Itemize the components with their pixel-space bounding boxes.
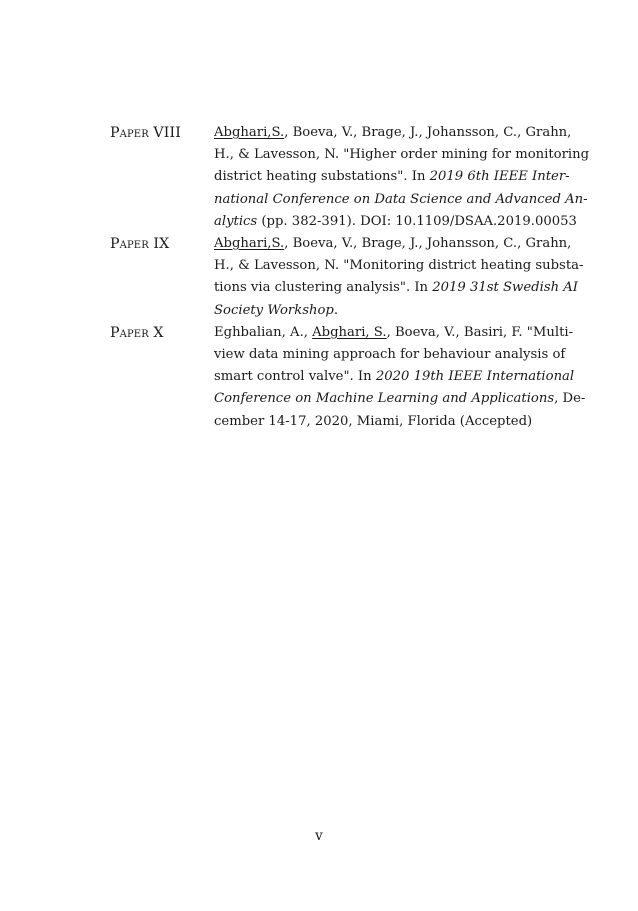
paper-label: Paper IX xyxy=(110,236,170,253)
citation-line xyxy=(214,211,577,233)
citation-text: , Boeva, V., Brage, J., Johansson, C., Grahn, xyxy=(284,125,572,140)
citation-text: , Boeva, V., Basiri, F. "Multi- xyxy=(386,324,574,340)
citation-text: tions via clustering analysis". In xyxy=(214,280,433,296)
paper-citation xyxy=(214,122,590,233)
citation-line xyxy=(214,255,584,277)
paper-citation xyxy=(214,233,584,322)
venue-text: national Conference on Data Science and Advanced An- xyxy=(214,191,588,207)
citation-line xyxy=(214,411,555,433)
paper-label: Paper VIII xyxy=(110,125,181,141)
citation-line xyxy=(214,166,570,188)
citation-text: . xyxy=(333,302,339,318)
citation-text: (pp. 382-391). DOI: 10.1109/DSAA.2019.00053 xyxy=(257,213,577,229)
citation-text: Eghbalian, A., xyxy=(214,324,313,340)
citation-text: , Boeva, V., Brage, J., Johansson, C., Grahn, xyxy=(284,236,572,252)
citation-line xyxy=(214,277,578,299)
paper-label: Paper X xyxy=(110,324,164,341)
citation-line xyxy=(214,122,572,144)
venue-text: alytics xyxy=(214,213,258,229)
page-number: v xyxy=(315,828,323,844)
citation-line xyxy=(214,189,588,211)
citation-text: district heating substations". In xyxy=(214,169,430,185)
citation-line xyxy=(214,322,574,344)
citation-line xyxy=(214,366,575,388)
citation-line xyxy=(214,233,572,255)
citation-text: H., & Lavesson, N. "Monitoring district heating substa- xyxy=(214,258,584,274)
paper-citation xyxy=(214,322,586,433)
citation-line xyxy=(214,344,566,366)
citation-text: view data mining approach for behaviour analysis of xyxy=(214,347,566,363)
author-highlight: Abghari,S. xyxy=(214,125,285,140)
citation-text: smart control valve". In xyxy=(214,369,376,385)
venue-text: 2020 19th IEEE International xyxy=(375,369,575,385)
citation-line xyxy=(214,300,555,322)
venue-text: Society Workshop xyxy=(214,302,334,318)
paper-entry-x xyxy=(110,322,586,433)
citation-line xyxy=(214,388,586,410)
venue-text: 2019 31st Swedish AI xyxy=(432,280,578,296)
author-highlight: Abghari, S. xyxy=(312,324,387,340)
citation-text: , De- xyxy=(554,391,586,407)
citation-text: cember 14-17, 2020, Miami, Florida (Accepted) xyxy=(214,413,533,429)
author-highlight: Abghari,S. xyxy=(214,236,285,252)
paper-list xyxy=(110,122,590,433)
venue-text: Conference on Machine Learning and Applications xyxy=(214,391,555,407)
paper-entry-viii xyxy=(110,122,590,233)
citation-text: H., & Lavesson, N. "Higher order mining for monitoring xyxy=(214,147,590,163)
paper-entry-ix xyxy=(110,233,584,322)
citation-line xyxy=(214,144,590,166)
venue-text: 2019 6th IEEE Inter- xyxy=(429,169,570,185)
